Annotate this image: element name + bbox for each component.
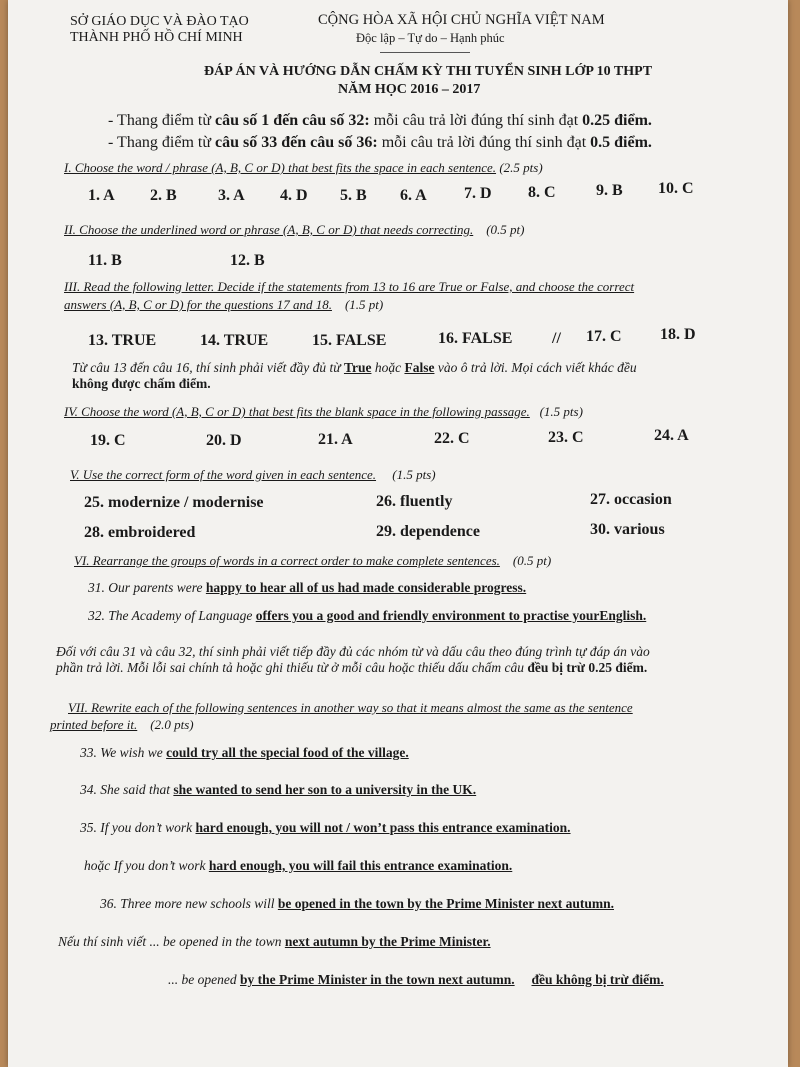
answer-item: 29. dependence xyxy=(376,523,480,540)
answer-sentence-alt: hoặc If you don’t work hard enough, you will fail this entrance examination. xyxy=(84,858,513,873)
section-1-heading: I. Choose the word / phrase (A, B, C or D) that best fits the space in each sentence. (2.5 pts) xyxy=(64,160,543,175)
answer-sentence: 36. Three more new schools will be opened in the town by the Prime Minister next autumn. xyxy=(100,896,614,911)
answer-item: 26. fluently xyxy=(376,493,453,510)
section-6-heading: VI. Rearrange the groups of words in a correct order to make complete sentences. (0.5 pt) xyxy=(74,553,552,568)
scale-line-2: - Thang điểm từ câu số 33 đến câu số 36: mỗi câu trả lời đúng thí sinh đạt 0.5 điểm. xyxy=(108,134,652,151)
answer-item: 13. TRUE xyxy=(88,332,157,349)
answer-item: 24. A xyxy=(654,427,689,444)
answer-item: 4. D xyxy=(280,187,308,204)
answer-item: 10. C xyxy=(658,180,694,197)
city-name: THÀNH PHỐ HỒ CHÍ MINH xyxy=(70,30,243,45)
answer-sentence: 33. We wish we could try all the special food of the village. xyxy=(80,745,409,760)
header-divider xyxy=(380,52,470,53)
section-7-heading: VII. Rewrite each of the following sentences in another way so that it means almost the same as the sentence xyxy=(68,700,633,715)
answer-sentence: 32. The Academy of Language offers you a good and friendly environment to practise yourEnglish. xyxy=(88,608,647,623)
answer-item: 28. embroidered xyxy=(84,524,196,541)
section-3-heading-cont: answers (A, B, C or D) for the questions 17 and 18. (1.5 pt) xyxy=(64,297,384,312)
answer-item: 8. C xyxy=(528,184,556,201)
answer-item: 20. D xyxy=(206,432,242,449)
answer-item: 23. C xyxy=(548,429,584,446)
answer-item: 7. D xyxy=(464,185,492,202)
note-rearrange: Đối với câu 31 và câu 32, thí sinh phải viết tiếp đầy đủ các nhóm từ và dấu câu theo đúng trình tự đáp án vào phần trả lời. Mỗi lỗi sai chính tả hoặc ghi thiếu từ ở mỗi câu hoặc thiếu dấu chấm câu đều bị trừ 0.25 điểm. xyxy=(56,644,650,675)
answer-item: 27. occasion xyxy=(590,491,672,508)
answer-sentence: 31. Our parents were happy to hear all of us had made considerable progress. xyxy=(88,580,527,595)
department-name: SỞ GIÁO DỤC VÀ ĐÀO TẠO xyxy=(70,14,249,29)
answer-item: 3. A xyxy=(218,187,245,204)
note-alternative-2: ... be opened by the Prime Minister in the town next autumn. đều không bị trừ điểm. xyxy=(168,972,664,987)
answer-item: 18. D xyxy=(660,326,696,343)
note-alternative-1: Nếu thí sinh viết ... be opened in the town next autumn by the Prime Minister. xyxy=(58,934,491,949)
answer-item: 2. B xyxy=(150,187,177,204)
answer-item: 22. C xyxy=(434,430,470,447)
country-motto: Độc lập – Tự do – Hạnh phúc xyxy=(356,31,505,45)
answer-item: 14. TRUE xyxy=(200,332,269,349)
answer-item: 19. C xyxy=(90,432,126,449)
answer-item: 9. B xyxy=(596,182,623,199)
answer-item: 11. B xyxy=(88,252,122,269)
answer-item: 30. various xyxy=(590,521,665,538)
separator: // xyxy=(552,330,561,347)
answer-sentence: 34. She said that she wanted to send her son to a university in the UK. xyxy=(80,782,477,797)
school-year: NĂM HỌC 2016 – 2017 xyxy=(338,82,481,97)
answer-item: 5. B xyxy=(340,187,367,204)
section-3-heading: III. Read the following letter. Decide if the statements from 13 to 16 are True or False, and choose the correct xyxy=(64,279,635,294)
answer-item: 25. modernize / modernise xyxy=(84,494,264,511)
section-5-heading: V. Use the correct form of the word given in each sentence. (1.5 pts) xyxy=(70,467,436,482)
answer-item: 6. A xyxy=(400,187,427,204)
note-true-false: Từ câu 13 đến câu 16, thí sinh phải viết đầy đủ từ True hoặc False vào ô trả lời. Mọi cách viết khác đều không được chấm điểm. xyxy=(72,360,637,391)
section-4-heading: IV. Choose the word (A, B, C or D) that best fits the blank space in the following passage. (1.5 pts) xyxy=(64,404,583,419)
answer-sentence: 35. If you don’t work hard enough, you will not / won’t pass this entrance examination. xyxy=(80,820,571,835)
section-2-heading: II. Choose the underlined word or phrase (A, B, C or D) that needs correcting. (0.5 pt) xyxy=(64,222,525,237)
answer-item: 12. B xyxy=(230,252,265,269)
answer-item: 17. C xyxy=(586,328,622,345)
country-name: CỘNG HÒA XÃ HỘI CHỦ NGHĨA VIỆT NAM xyxy=(318,12,605,28)
section-7-heading-cont: printed before it. (2.0 pts) xyxy=(50,717,194,732)
answer-item: 16. FALSE xyxy=(438,330,513,347)
answer-key-sheet xyxy=(8,0,788,1067)
answer-item: 1. A xyxy=(88,187,115,204)
answer-item: 15. FALSE xyxy=(312,332,387,349)
document-title: ĐÁP ÁN VÀ HƯỚNG DẪN CHẤM KỲ THI TUYỂN SINH LỚP 10 THPT xyxy=(204,64,653,79)
scale-line-1: - Thang điểm từ câu số 1 đến câu số 32: mỗi câu trả lời đúng thí sinh đạt 0.25 điểm. xyxy=(108,112,652,129)
answer-item: 21. A xyxy=(318,431,353,448)
